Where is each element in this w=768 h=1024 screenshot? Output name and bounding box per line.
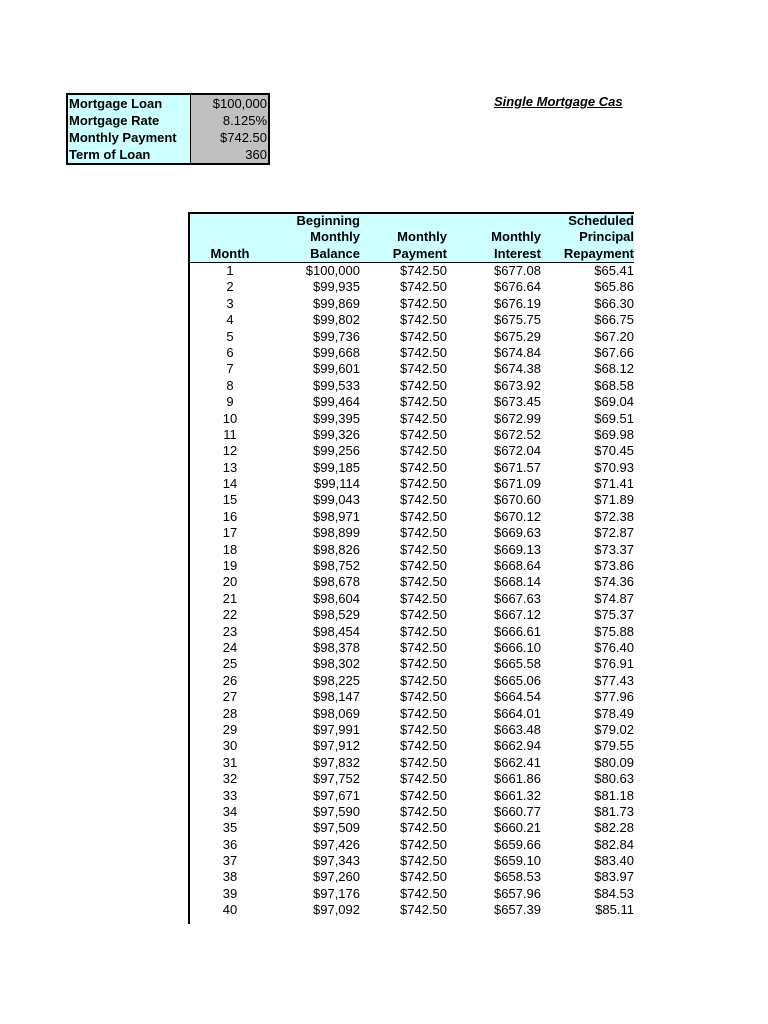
- cell-beginning-balance: $97,832: [313, 754, 360, 770]
- table-row: [190, 460, 634, 476]
- cell-monthly-payment: $742.50: [400, 721, 447, 737]
- cell-monthly-interest: $669.63: [494, 525, 541, 541]
- table-row: [190, 820, 634, 836]
- cell-monthly-interest: $676.64: [494, 279, 541, 295]
- cell-principal-repayment: $82.84: [594, 836, 634, 852]
- cell-monthly-payment: $742.50: [400, 426, 447, 442]
- cell-monthly-interest: $661.32: [494, 787, 541, 803]
- cell-monthly-payment: $742.50: [400, 590, 447, 606]
- cell-month: 22: [222, 607, 238, 623]
- cell-principal-repayment: $76.40: [594, 639, 634, 655]
- cell-monthly-payment: $742.50: [400, 541, 447, 557]
- cell-principal-repayment: $80.09: [594, 754, 634, 770]
- cell-principal-repayment: $75.37: [594, 607, 634, 623]
- cell-monthly-payment: $742.50: [400, 443, 447, 459]
- cell-beginning-balance: $99,326: [313, 426, 360, 442]
- summary-row: [68, 95, 268, 112]
- cell-month: 21: [222, 590, 238, 606]
- table-row: [190, 738, 634, 754]
- cell-month: 8: [226, 377, 234, 393]
- cell-beginning-balance: $98,378: [313, 639, 360, 655]
- table-row: [190, 706, 634, 722]
- cell-monthly-interest: $675.75: [494, 312, 541, 328]
- cell-monthly-payment: $742.50: [400, 820, 447, 836]
- cell-monthly-interest: $674.84: [494, 344, 541, 360]
- table-header: [190, 212, 634, 263]
- cell-monthly-payment: $742.50: [400, 853, 447, 869]
- header-line: Monthly: [491, 229, 541, 244]
- cell-principal-repayment: $83.40: [594, 853, 634, 869]
- cell-beginning-balance: $98,069: [313, 705, 360, 721]
- cell-monthly-interest: $664.01: [494, 705, 541, 721]
- table-row: [190, 804, 634, 820]
- cell-month: 25: [222, 656, 238, 672]
- header-line: Monthly: [310, 229, 360, 244]
- table-row: [190, 640, 634, 656]
- cell-principal-repayment: $70.45: [594, 443, 634, 459]
- cell-beginning-balance: $97,092: [313, 902, 360, 918]
- cell-beginning-balance: $100,000: [305, 263, 360, 278]
- cell-monthly-payment: $742.50: [400, 902, 447, 918]
- cell-principal-repayment: $68.58: [594, 377, 634, 393]
- cell-monthly-interest: $670.12: [494, 508, 541, 524]
- cell-beginning-balance: $99,395: [313, 410, 360, 426]
- cell-beginning-balance: $97,752: [313, 771, 360, 787]
- cell-principal-repayment: $76.91: [594, 656, 634, 672]
- cell-beginning-balance: $97,590: [313, 803, 360, 819]
- cell-monthly-interest: $674.38: [494, 361, 541, 377]
- table-row: [190, 591, 634, 607]
- cell-principal-repayment: $82.28: [594, 820, 634, 836]
- cell-month: 2: [226, 279, 234, 295]
- cell-principal-repayment: $79.02: [594, 721, 634, 737]
- header-line: Repayment: [563, 245, 634, 261]
- cell-monthly-payment: $742.50: [400, 803, 447, 819]
- cell-monthly-payment: $742.50: [400, 771, 447, 787]
- cell-principal-repayment: $77.96: [594, 689, 634, 705]
- cell-monthly-interest: $659.66: [494, 836, 541, 852]
- cell-beginning-balance: $99,043: [313, 492, 360, 508]
- cell-monthly-interest: $661.86: [494, 771, 541, 787]
- cell-principal-repayment: $66.30: [594, 295, 634, 311]
- summary-label: Monthly Payment: [68, 129, 191, 146]
- table-row: [190, 656, 634, 672]
- cell-beginning-balance: $99,533: [313, 377, 360, 393]
- cell-month: 10: [222, 410, 238, 426]
- cell-monthly-interest: $664.54: [494, 689, 541, 705]
- cell-monthly-payment: $742.50: [400, 738, 447, 754]
- cell-monthly-payment: $742.50: [400, 869, 447, 885]
- cell-beginning-balance: $98,225: [313, 672, 360, 688]
- cell-month: 40: [222, 902, 238, 918]
- cell-principal-repayment: $65.41: [594, 263, 634, 278]
- cell-monthly-interest: $666.10: [494, 639, 541, 655]
- header-line: Monthly: [397, 229, 447, 244]
- cell-principal-repayment: $78.49: [594, 705, 634, 721]
- cell-month: 37: [222, 853, 238, 869]
- cell-monthly-payment: $742.50: [400, 656, 447, 672]
- table-row: [190, 788, 634, 804]
- cell-month: 39: [222, 885, 238, 901]
- cell-month: 38: [222, 869, 238, 885]
- cell-principal-repayment: $84.53: [594, 885, 634, 901]
- cell-monthly-interest: $668.14: [494, 574, 541, 590]
- cell-principal-repayment: $81.73: [594, 803, 634, 819]
- cell-beginning-balance: $98,147: [313, 689, 360, 705]
- table-row: [190, 296, 634, 312]
- cell-beginning-balance: $97,176: [313, 885, 360, 901]
- cell-principal-repayment: $70.93: [594, 459, 634, 475]
- cell-monthly-interest: $665.06: [494, 672, 541, 688]
- cell-month: 33: [222, 787, 238, 803]
- cell-month: 24: [222, 639, 238, 655]
- cell-monthly-interest: $668.64: [494, 558, 541, 574]
- cell-principal-repayment: $72.38: [594, 508, 634, 524]
- cell-monthly-interest: $660.77: [494, 803, 541, 819]
- cell-principal-repayment: $77.43: [594, 672, 634, 688]
- cell-principal-repayment: $65.86: [594, 279, 634, 295]
- summary-row: [68, 146, 268, 163]
- cell-beginning-balance: $99,802: [313, 312, 360, 328]
- header-month: [190, 214, 270, 262]
- table-row: [190, 886, 634, 902]
- cell-monthly-interest: $660.21: [494, 820, 541, 836]
- cell-monthly-payment: $742.50: [400, 525, 447, 541]
- cell-month: 31: [222, 754, 238, 770]
- cell-principal-repayment: $79.55: [594, 738, 634, 754]
- cell-monthly-payment: $742.50: [400, 328, 447, 344]
- cell-monthly-interest: $662.94: [494, 738, 541, 754]
- header-monthly-interest: [447, 214, 541, 262]
- cell-principal-repayment: $73.86: [594, 558, 634, 574]
- loan-summary-box: [66, 93, 270, 165]
- cell-principal-repayment: $67.66: [594, 344, 634, 360]
- header-line: Month: [210, 245, 250, 261]
- cell-principal-repayment: $67.20: [594, 328, 634, 344]
- cell-monthly-interest: $677.08: [494, 263, 541, 278]
- cell-principal-repayment: $69.04: [594, 394, 634, 410]
- summary-label: Mortgage Loan: [68, 95, 191, 112]
- cell-monthly-payment: $742.50: [400, 787, 447, 803]
- cell-beginning-balance: $98,752: [313, 558, 360, 574]
- cell-monthly-payment: $742.50: [400, 623, 447, 639]
- cell-month: 15: [222, 492, 238, 508]
- table-row: [190, 509, 634, 525]
- cell-monthly-payment: $742.50: [400, 607, 447, 623]
- cell-monthly-interest: $676.19: [494, 295, 541, 311]
- cell-monthly-interest: $667.63: [494, 590, 541, 606]
- cell-month: 27: [222, 689, 238, 705]
- cell-month: 36: [222, 836, 238, 852]
- cell-monthly-payment: $742.50: [400, 558, 447, 574]
- cell-month: 18: [222, 541, 238, 557]
- table-row: [190, 837, 634, 853]
- cell-monthly-payment: $742.50: [400, 410, 447, 426]
- cell-monthly-interest: $673.45: [494, 394, 541, 410]
- cell-monthly-interest: $669.13: [494, 541, 541, 557]
- cell-month: 17: [222, 525, 238, 541]
- table-row: [190, 542, 634, 558]
- table-row: [190, 558, 634, 574]
- table-row: [190, 771, 634, 787]
- cell-principal-repayment: $66.75: [594, 312, 634, 328]
- cell-monthly-payment: $742.50: [400, 263, 447, 278]
- cell-beginning-balance: $97,260: [313, 869, 360, 885]
- cell-monthly-interest: $672.99: [494, 410, 541, 426]
- cell-month: 1: [226, 263, 234, 278]
- header-line: Scheduled: [568, 212, 634, 228]
- cell-monthly-payment: $742.50: [400, 754, 447, 770]
- cell-monthly-payment: $742.50: [400, 836, 447, 852]
- cell-beginning-balance: $99,668: [313, 344, 360, 360]
- cell-principal-repayment: $85.11: [595, 902, 634, 918]
- cell-monthly-interest: $659.10: [494, 853, 541, 869]
- table-row: [190, 345, 634, 361]
- cell-principal-repayment: $69.98: [594, 426, 634, 442]
- table-row: [190, 755, 634, 771]
- cell-month: 6: [226, 344, 234, 360]
- cell-monthly-payment: $742.50: [400, 394, 447, 410]
- cell-month: 3: [226, 295, 234, 311]
- cell-monthly-interest: $672.04: [494, 443, 541, 459]
- cell-principal-repayment: $74.36: [594, 574, 634, 590]
- table-row: [190, 492, 634, 508]
- cell-month: 9: [226, 394, 234, 410]
- cell-monthly-interest: $666.61: [494, 623, 541, 639]
- summary-label: Mortgage Rate: [68, 112, 191, 129]
- cell-beginning-balance: $99,869: [313, 295, 360, 311]
- sheet-title: Single Mortgage Cas: [494, 94, 623, 109]
- cell-monthly-payment: $742.50: [400, 459, 447, 475]
- cell-month: 14: [222, 476, 238, 492]
- cell-month: 5: [226, 328, 234, 344]
- cell-monthly-payment: $742.50: [400, 312, 447, 328]
- summary-value: $100,000: [191, 95, 268, 112]
- cell-monthly-interest: $673.92: [494, 377, 541, 393]
- cell-beginning-balance: $99,736: [313, 328, 360, 344]
- cell-beginning-balance: $97,671: [313, 787, 360, 803]
- table-row: [190, 869, 634, 885]
- cell-monthly-interest: $670.60: [494, 492, 541, 508]
- cell-monthly-payment: $742.50: [400, 344, 447, 360]
- cell-principal-repayment: $75.88: [594, 623, 634, 639]
- summary-row: [68, 112, 268, 129]
- amortization-table: [188, 212, 634, 924]
- table-row: [190, 427, 634, 443]
- header-beginning-balance: [270, 214, 360, 262]
- table-row: [190, 525, 634, 541]
- cell-principal-repayment: $71.89: [594, 492, 634, 508]
- cell-beginning-balance: $98,678: [313, 574, 360, 590]
- cell-monthly-interest: $657.39: [494, 902, 541, 918]
- cell-principal-repayment: $72.87: [594, 525, 634, 541]
- cell-month: 26: [222, 672, 238, 688]
- summary-value: 360: [191, 146, 268, 163]
- cell-month: 29: [222, 721, 238, 737]
- cell-beginning-balance: $98,529: [313, 607, 360, 623]
- summary-value: 8.125%: [191, 112, 268, 129]
- cell-beginning-balance: $99,935: [313, 279, 360, 295]
- cell-monthly-interest: $675.29: [494, 328, 541, 344]
- cell-monthly-payment: $742.50: [400, 492, 447, 508]
- header-monthly-payment: [360, 214, 447, 262]
- cell-monthly-payment: $742.50: [400, 361, 447, 377]
- cell-month: 4: [226, 312, 234, 328]
- table-row: [190, 624, 634, 640]
- cell-month: 28: [222, 705, 238, 721]
- header-line: Balance: [310, 245, 360, 261]
- cell-beginning-balance: $97,509: [313, 820, 360, 836]
- cell-month: 20: [222, 574, 238, 590]
- table-row: [190, 689, 634, 705]
- cell-beginning-balance: $97,991: [313, 721, 360, 737]
- cell-principal-repayment: $68.12: [594, 361, 634, 377]
- cell-monthly-interest: $667.12: [494, 607, 541, 623]
- cell-beginning-balance: $99,601: [313, 361, 360, 377]
- cell-monthly-payment: $742.50: [400, 885, 447, 901]
- header-principal-repayment: [541, 214, 634, 262]
- cell-principal-repayment: $81.18: [594, 787, 634, 803]
- cell-monthly-interest: $671.57: [494, 459, 541, 475]
- cell-monthly-interest: $663.48: [494, 721, 541, 737]
- cell-monthly-payment: $742.50: [400, 689, 447, 705]
- cell-beginning-balance: $98,971: [313, 508, 360, 524]
- header-line: Principal: [579, 229, 634, 244]
- table-row: [190, 607, 634, 623]
- summary-value: $742.50: [191, 129, 268, 146]
- cell-month: 30: [222, 738, 238, 754]
- cell-monthly-interest: $672.52: [494, 426, 541, 442]
- cell-month: 16: [222, 508, 238, 524]
- table-row: [190, 312, 634, 328]
- cell-monthly-interest: $671.09: [494, 476, 541, 492]
- header-line: Payment: [392, 245, 447, 261]
- summary-label: Term of Loan: [68, 146, 191, 163]
- table-row: [190, 574, 634, 590]
- table-row: [190, 279, 634, 295]
- table-row: [190, 673, 634, 689]
- header-line: Beginning: [296, 212, 360, 228]
- table-row: [190, 394, 634, 410]
- cell-beginning-balance: $99,256: [313, 443, 360, 459]
- cell-monthly-payment: $742.50: [400, 705, 447, 721]
- cell-principal-repayment: $73.37: [594, 541, 634, 557]
- header-line: Interest: [494, 245, 541, 261]
- cell-beginning-balance: $99,185: [313, 459, 360, 475]
- cell-monthly-payment: $742.50: [400, 672, 447, 688]
- cell-monthly-interest: $665.58: [494, 656, 541, 672]
- table-row: [190, 378, 634, 394]
- cell-beginning-balance: $97,426: [313, 836, 360, 852]
- cell-principal-repayment: $80.63: [594, 771, 634, 787]
- cell-month: 19: [222, 558, 238, 574]
- summary-row: [68, 129, 268, 146]
- cell-beginning-balance: $98,826: [313, 541, 360, 557]
- table-row: [190, 329, 634, 345]
- cell-beginning-balance: $98,454: [313, 623, 360, 639]
- cell-beginning-balance: $99,464: [313, 394, 360, 410]
- cell-principal-repayment: $69.51: [594, 410, 634, 426]
- cell-beginning-balance: $98,604: [313, 590, 360, 606]
- cell-beginning-balance: $99,114: [313, 476, 360, 492]
- table-row: [190, 722, 634, 738]
- cell-month: 23: [222, 623, 238, 639]
- cell-principal-repayment: $74.87: [594, 590, 634, 606]
- cell-beginning-balance: $97,343: [313, 853, 360, 869]
- table-row: [190, 263, 634, 279]
- table-row: [190, 902, 634, 918]
- cell-monthly-payment: $742.50: [400, 295, 447, 311]
- cell-monthly-payment: $742.50: [400, 639, 447, 655]
- table-row: [190, 361, 634, 377]
- cell-month: 32: [222, 771, 238, 787]
- cell-month: 35: [222, 820, 238, 836]
- cell-month: 13: [222, 459, 238, 475]
- cell-month: 34: [222, 803, 238, 819]
- cell-principal-repayment: $83.97: [594, 869, 634, 885]
- cell-monthly-payment: $742.50: [400, 377, 447, 393]
- cell-principal-repayment: $71.41: [594, 476, 634, 492]
- table-body: [190, 263, 634, 919]
- cell-monthly-payment: $742.50: [400, 476, 447, 492]
- cell-beginning-balance: $98,302: [313, 656, 360, 672]
- cell-month: 12: [222, 443, 238, 459]
- cell-month: 11: [223, 426, 237, 442]
- table-row: [190, 443, 634, 459]
- cell-month: 7: [226, 361, 234, 377]
- table-row: [190, 411, 634, 427]
- cell-monthly-interest: $662.41: [494, 754, 541, 770]
- table-row: [190, 476, 634, 492]
- cell-beginning-balance: $97,912: [313, 738, 360, 754]
- table-row: [190, 853, 634, 869]
- cell-monthly-payment: $742.50: [400, 574, 447, 590]
- cell-beginning-balance: $98,899: [313, 525, 360, 541]
- cell-monthly-payment: $742.50: [400, 508, 447, 524]
- cell-monthly-interest: $658.53: [494, 869, 541, 885]
- cell-monthly-interest: $657.96: [494, 885, 541, 901]
- cell-monthly-payment: $742.50: [400, 279, 447, 295]
